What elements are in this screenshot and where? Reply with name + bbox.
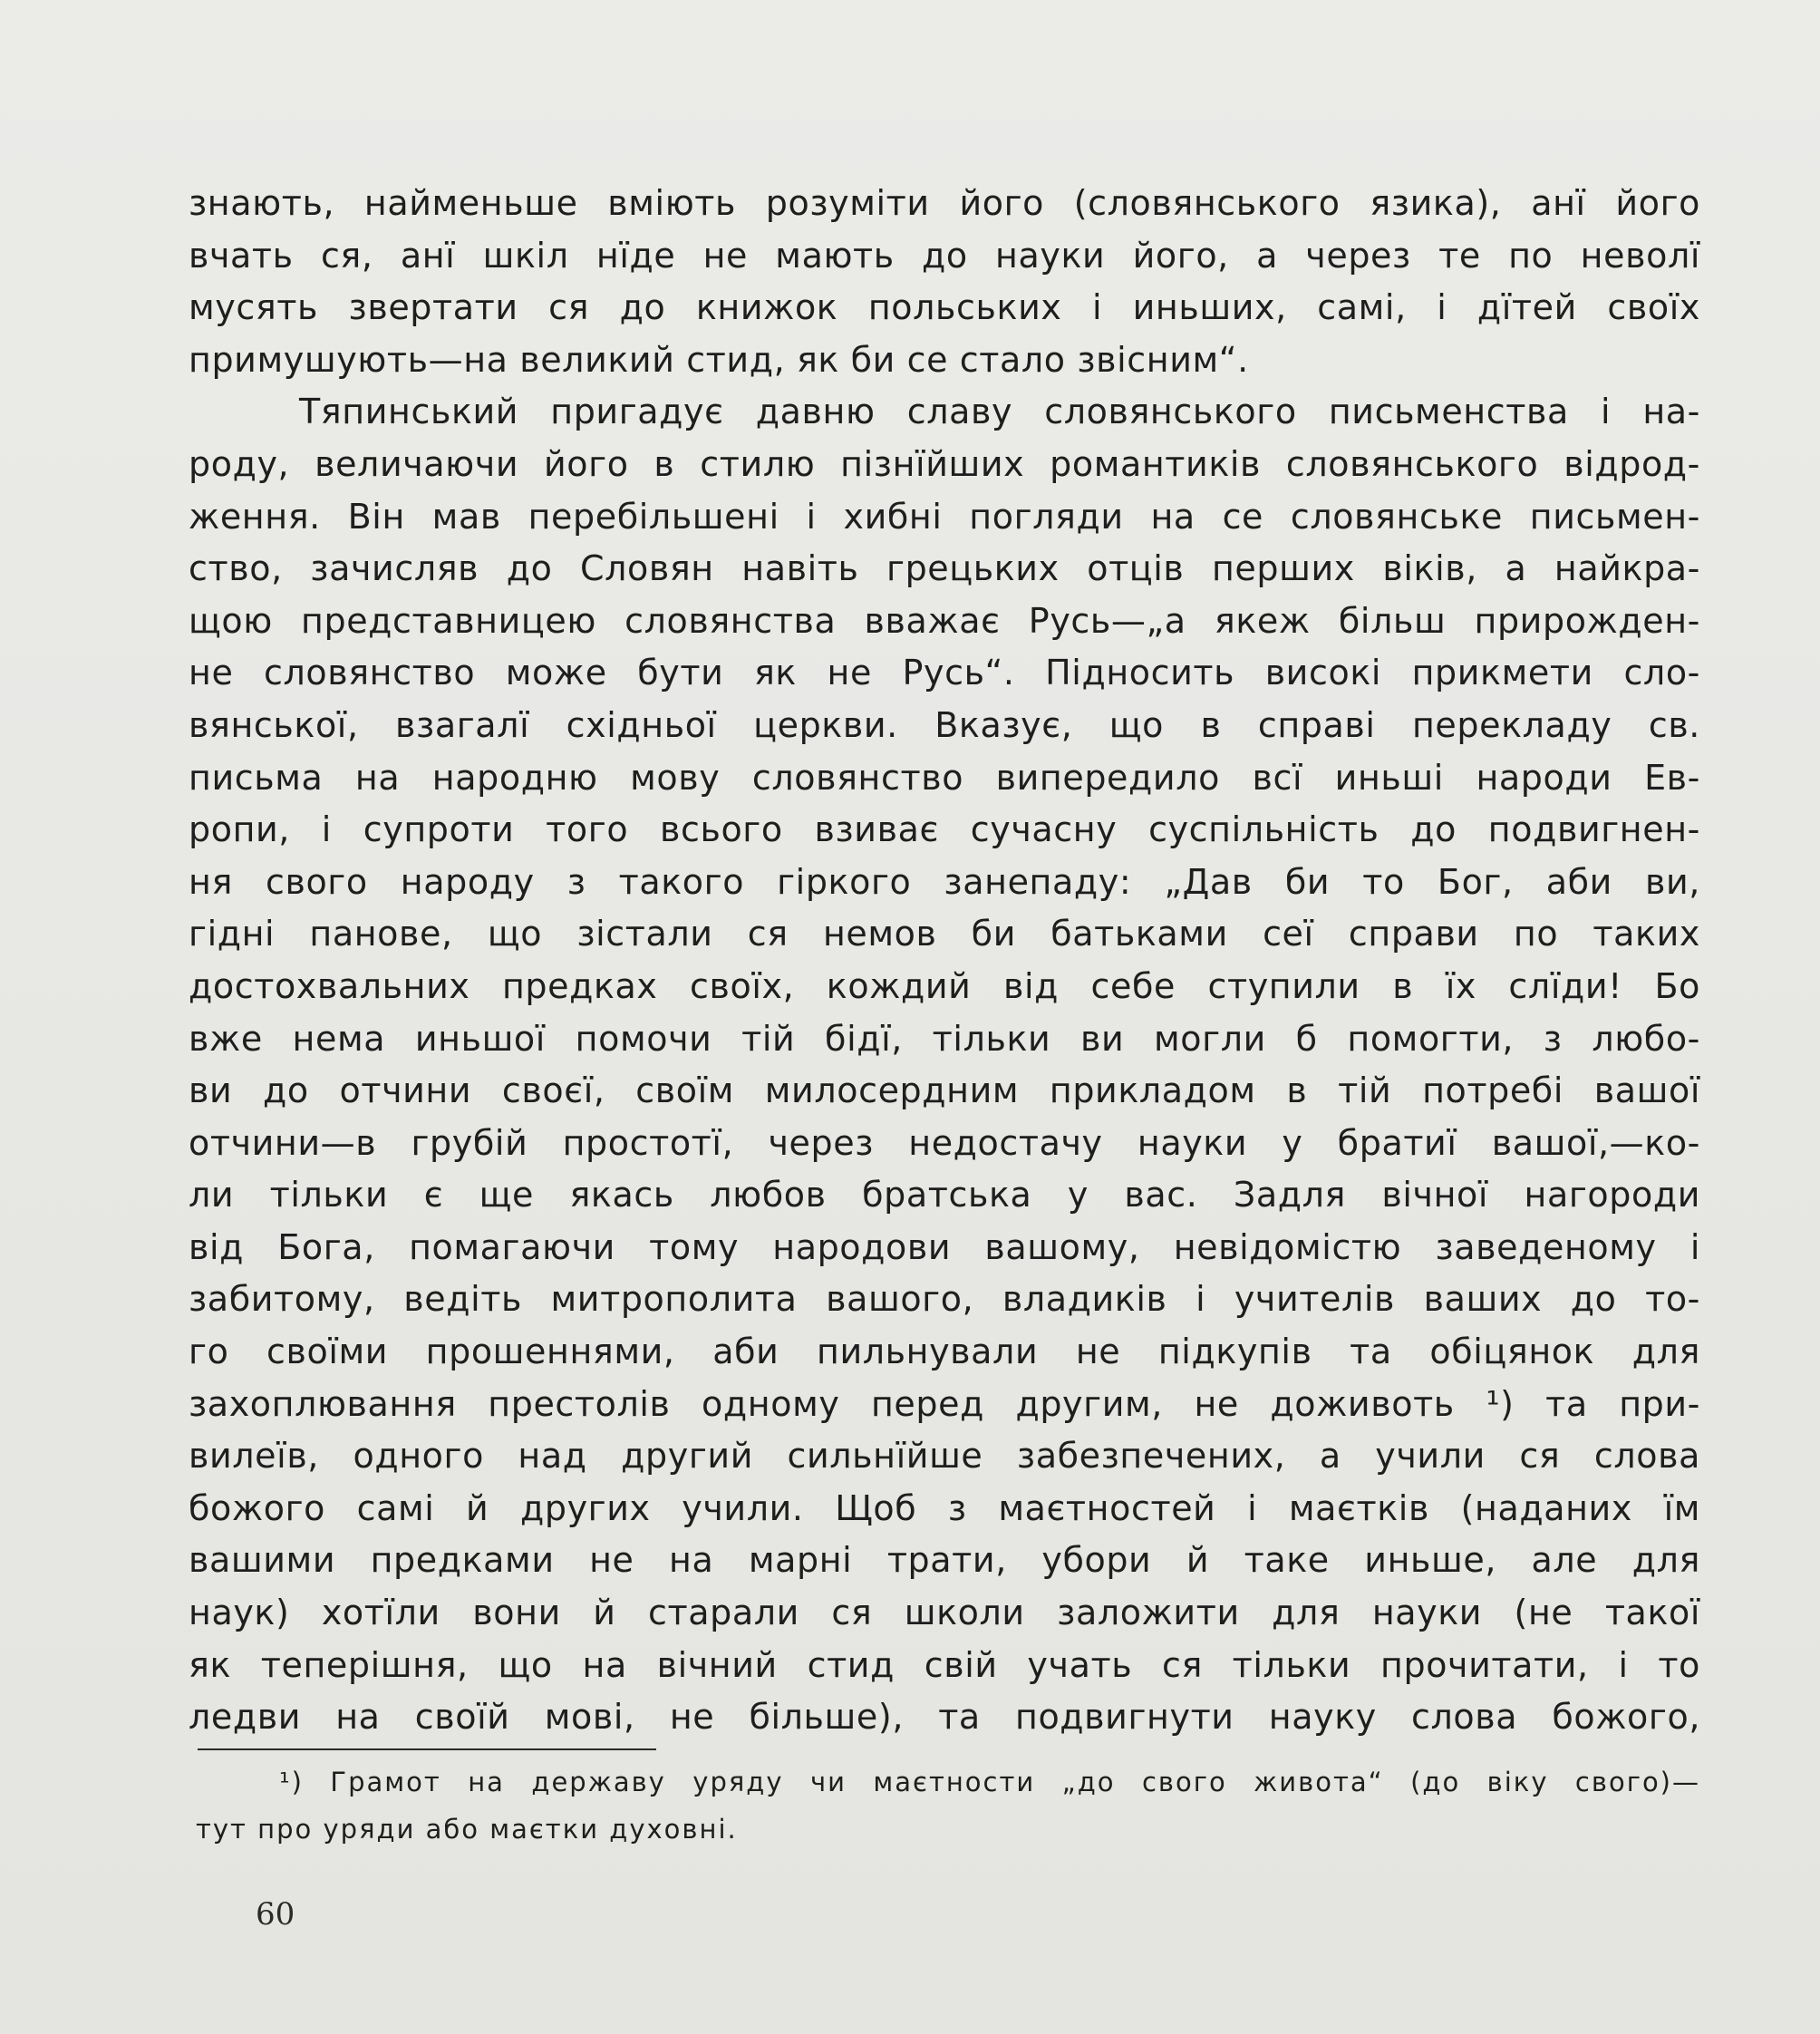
text-line-26: божого самі й других учили. Щоб з маєтностей і маєтків (наданих їм xyxy=(189,1487,1700,1528)
text-line-12: письма на народню мову словянство випередило всї иньші народи Ев- xyxy=(189,757,1700,798)
text-line-19: отчини—в грубій простотї, через недостачу науки у братиї вашої,—ко- xyxy=(189,1122,1700,1163)
text-line-11: вянської, взагалї східньої церкви. Вказує, що в справі перекладу св. xyxy=(189,704,1700,745)
text-line-7: ження. Він мав перебільшені і хибні погляди на се словянське письмен- xyxy=(189,496,1700,537)
text-line-18: ви до отчини своєї, своїм милосердним прикладом в тій потребі вашої xyxy=(189,1070,1700,1111)
text-line-15: гідні панове, що зістали ся немов би батьками сеї справи по таких xyxy=(189,914,1700,954)
footnote-line-2: тут про уряди або маєтки духовні. xyxy=(196,1814,738,1845)
text-line-27: вашими предками не на марні трати, убори й таке иньше, але для xyxy=(189,1540,1700,1581)
text-line-14: ня свого народу з такого гіркого занепаду: „Дав би то Бог, аби ви, xyxy=(189,861,1700,902)
text-line-23: го своїми прошеннями, аби пильнували не підкупів та обіцянок для xyxy=(189,1332,1700,1372)
text-line-2: вчать ся, анї шкіл нїде не мають до науки його, а через те по неволї xyxy=(189,235,1700,276)
text-line-13: ропи, і супроти того всього взиває сучасну суспільність до подвигнен- xyxy=(189,809,1700,850)
text-line-22: забитому, ведіть митрополита вашого, владиків і учителів ваших до то- xyxy=(189,1279,1700,1320)
text-line-8: ство, зачисляв до Словян навіть грецьких отців перших віків, а найкра- xyxy=(189,548,1700,589)
text-line-28: наук) хотїли вони й старали ся школи заложити для науки (не такої xyxy=(189,1593,1700,1633)
text-line-25: вилеїв, одного над другий сильнїйше забезпечених, а учили ся слова xyxy=(189,1436,1700,1477)
text-line-17: вже нема иньшої помочи тій бідї, тільки ви могли б помогти, з любо- xyxy=(189,1018,1700,1059)
page-number: 60 xyxy=(256,1896,295,1932)
text-line-10: не словянство може бути як не Русь“. Підносить високі прикмети сло- xyxy=(189,653,1700,693)
text-line-29: як теперішня, що на вічний стид свій учать ся тільки прочитати, і то xyxy=(189,1644,1700,1685)
text-line-4: примушують—на великий стид, як би се стало звісним“. xyxy=(189,339,1249,380)
text-line-16: достохвальних предках своїх, кождий від себе ступили в їх слїди! Бо xyxy=(189,965,1700,1006)
text-line-9: щою представницею словянства вважає Русь—„а якеж більш прирожден- xyxy=(189,600,1700,641)
text-line-21: від Бога, помагаючи тому народови вашому, невідомістю заведеному і xyxy=(189,1226,1700,1267)
text-line-30: ледви на своїй мові, не більше), та подвигнути науку слова божого, xyxy=(189,1697,1700,1738)
text-line-1: знають, найменьше вміють розуміти його (словянського язика), анї його xyxy=(189,183,1700,223)
text-line-24: захоплювання престолів одному перед другим, не доживоть ¹) та при- xyxy=(189,1383,1700,1424)
text-line-20: ли тільки є ще якась любов братська у вас. Задля вічної нагороди xyxy=(189,1175,1700,1216)
footnote-line-1: ¹) Грамот на державу уряду чи маєтности „до свого живота“ (до віку свого)— xyxy=(279,1767,1700,1797)
footnote xyxy=(196,1758,1700,1853)
text-line-6: роду, величаючи його в стилю пізнїйших романтиків словянського відрод- xyxy=(189,443,1700,484)
text-line-3: мусять звертати ся до книжок польських і иньших, самі, і дїтей своїх xyxy=(189,287,1700,328)
footnote-divider xyxy=(198,1748,656,1750)
main-text xyxy=(189,178,1700,1744)
text-line-5: Тяпинський пригадує давню славу словянського письменства і на- xyxy=(299,392,1700,432)
